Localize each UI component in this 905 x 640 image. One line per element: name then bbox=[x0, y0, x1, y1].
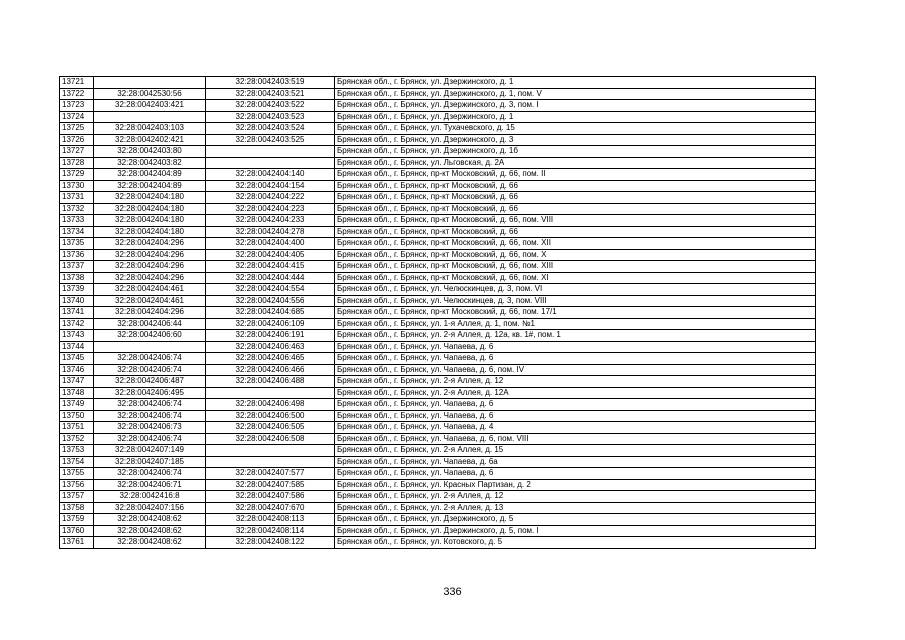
table-row bbox=[60, 238, 816, 250]
parcel-cadastral-number-cell: 32:28:0042404:89 bbox=[94, 169, 206, 181]
object-cadastral-number-cell: 32:28:0042404:154 bbox=[206, 180, 335, 192]
object-cadastral-number-cell: 32:28:0042404:554 bbox=[206, 284, 335, 296]
address-cell: Брянская обл., г. Брянск, ул. 2-я Аллея, д. 12 bbox=[335, 491, 816, 503]
parcel-cadastral-number-cell: 32:28:0042404:180 bbox=[94, 192, 206, 204]
row-number-cell: 13724 bbox=[60, 111, 94, 123]
object-cadastral-number-cell: 32:28:0042404:140 bbox=[206, 169, 335, 181]
row-number-cell: 13744 bbox=[60, 341, 94, 353]
parcel-cadastral-number-cell: 32:28:0042408:62 bbox=[94, 537, 206, 549]
parcel-cadastral-number-cell: 32:28:0042406:71 bbox=[94, 479, 206, 491]
table-row bbox=[60, 261, 816, 273]
parcel-cadastral-number-cell: 32:28:0042406:60 bbox=[94, 330, 206, 342]
table-row bbox=[60, 123, 816, 135]
table-row bbox=[60, 330, 816, 342]
address-cell: Брянская обл., г. Брянск, ул. Чапаева, д. 6 bbox=[335, 399, 816, 411]
table-row bbox=[60, 284, 816, 296]
table-row bbox=[60, 502, 816, 514]
row-number-cell: 13746 bbox=[60, 364, 94, 376]
row-number-cell: 13748 bbox=[60, 387, 94, 399]
row-number-cell: 13756 bbox=[60, 479, 94, 491]
table-row bbox=[60, 399, 816, 411]
parcel-cadastral-number-cell: 32:28:0042404:296 bbox=[94, 307, 206, 319]
address-cell: Брянская обл., г. Брянск, ул. Дзержинского, д. 1б bbox=[335, 146, 816, 158]
address-cell: Брянская обл., г. Брянск, ул. Чапаева, д. 6, пом. IV bbox=[335, 364, 816, 376]
table-row bbox=[60, 295, 816, 307]
address-cell: Брянская обл., г. Брянск, пр-кт Московский, д. 66, пом. II bbox=[335, 169, 816, 181]
address-cell: Брянская обл., г. Брянск, пр-кт Московский, д. 66, пом. VIII bbox=[335, 215, 816, 227]
register-table-body bbox=[60, 77, 816, 549]
table-row bbox=[60, 387, 816, 399]
object-cadastral-number-cell: 32:28:0042404:444 bbox=[206, 272, 335, 284]
row-number-cell: 13732 bbox=[60, 203, 94, 215]
address-cell: Брянская обл., г. Брянск, ул. Котовского, д. 5 bbox=[335, 537, 816, 549]
object-cadastral-number-cell: 32:28:0042406:465 bbox=[206, 353, 335, 365]
address-cell: Брянская обл., г. Брянск, ул. 2-я Аллея, д. 12 bbox=[335, 376, 816, 388]
parcel-cadastral-number-cell: 32:28:0042404:296 bbox=[94, 261, 206, 273]
address-cell: Брянская обл., г. Брянск, ул. Льговская, д. 2А bbox=[335, 157, 816, 169]
object-cadastral-number-cell: 32:28:0042406:463 bbox=[206, 341, 335, 353]
address-cell: Брянская обл., г. Брянск, пр-кт Московский, д. 66, пом. 17/1 bbox=[335, 307, 816, 319]
table-row bbox=[60, 514, 816, 526]
address-cell: Брянская обл., г. Брянск, ул. Чапаева, д. 6 bbox=[335, 410, 816, 422]
address-cell: Брянская обл., г. Брянск, ул. Чапаева, д. 6 bbox=[335, 353, 816, 365]
address-cell: Брянская обл., г. Брянск, ул. Тухачевского, д. 15 bbox=[335, 123, 816, 135]
property-register-table bbox=[59, 76, 816, 549]
table-row bbox=[60, 341, 816, 353]
table-row bbox=[60, 88, 816, 100]
parcel-cadastral-number-cell: 32:28:0042404:180 bbox=[94, 226, 206, 238]
parcel-cadastral-number-cell: 32:28:0042404:296 bbox=[94, 249, 206, 261]
row-number-cell: 13730 bbox=[60, 180, 94, 192]
object-cadastral-number-cell: 32:28:0042404:222 bbox=[206, 192, 335, 204]
address-cell: Брянская обл., г. Брянск, ул. 2-я Аллея, д. 13 bbox=[335, 502, 816, 514]
parcel-cadastral-number-cell: 32:28:0042404:180 bbox=[94, 215, 206, 227]
row-number-cell: 13728 bbox=[60, 157, 94, 169]
object-cadastral-number-cell: 32:28:0042404:405 bbox=[206, 249, 335, 261]
object-cadastral-number-cell: 32:28:0042407:577 bbox=[206, 468, 335, 480]
table-row bbox=[60, 456, 816, 468]
parcel-cadastral-number-cell: 32:28:0042408:62 bbox=[94, 525, 206, 537]
object-cadastral-number-cell: 32:28:0042406:488 bbox=[206, 376, 335, 388]
table-row bbox=[60, 433, 816, 445]
row-number-cell: 13723 bbox=[60, 100, 94, 112]
table-row bbox=[60, 77, 816, 89]
object-cadastral-number-cell: 32:28:0042403:521 bbox=[206, 88, 335, 100]
address-cell: Брянская обл., г. Брянск, пр-кт Московский, д. 66, пом. XI bbox=[335, 272, 816, 284]
object-cadastral-number-cell: 32:28:0042408:114 bbox=[206, 525, 335, 537]
object-cadastral-number-cell: 32:28:0042404:223 bbox=[206, 203, 335, 215]
address-cell: Брянская обл., г. Брянск, пр-кт Московский, д. 66 bbox=[335, 203, 816, 215]
address-cell: Брянская обл., г. Брянск, пр-кт Московский, д. 66 bbox=[335, 192, 816, 204]
table-row bbox=[60, 410, 816, 422]
table-row bbox=[60, 353, 816, 365]
table-row bbox=[60, 134, 816, 146]
object-cadastral-number-cell: 32:28:0042407:586 bbox=[206, 491, 335, 503]
address-cell: Брянская обл., г. Брянск, ул. Чапаева, д. 6, пом. VIII bbox=[335, 433, 816, 445]
parcel-cadastral-number-cell bbox=[94, 111, 206, 123]
address-cell: Брянская обл., г. Брянск, ул. Красных Партизан, д. 2 bbox=[335, 479, 816, 491]
object-cadastral-number-cell: 32:28:0042403:524 bbox=[206, 123, 335, 135]
row-number-cell: 13755 bbox=[60, 468, 94, 480]
address-cell: Брянская обл., г. Брянск, ул. Дзержинского, д. 1 bbox=[335, 111, 816, 123]
address-cell: Брянская обл., г. Брянск, пр-кт Московский, д. 66, пом. X bbox=[335, 249, 816, 261]
table-row bbox=[60, 192, 816, 204]
address-cell: Брянская обл., г. Брянск, ул. 2-я Аллея, д. 15 bbox=[335, 445, 816, 457]
table-row bbox=[60, 537, 816, 549]
object-cadastral-number-cell: 32:28:0042404:233 bbox=[206, 215, 335, 227]
object-cadastral-number-cell: 32:28:0042403:522 bbox=[206, 100, 335, 112]
parcel-cadastral-number-cell: 32:28:0042404:296 bbox=[94, 238, 206, 250]
row-number-cell: 13752 bbox=[60, 433, 94, 445]
object-cadastral-number-cell: 32:28:0042406:466 bbox=[206, 364, 335, 376]
address-cell: Брянская обл., г. Брянск, ул. Чапаева, д. 6а bbox=[335, 456, 816, 468]
object-cadastral-number-cell: 32:28:0042407:585 bbox=[206, 479, 335, 491]
row-number-cell: 13747 bbox=[60, 376, 94, 388]
table-row bbox=[60, 100, 816, 112]
row-number-cell: 13733 bbox=[60, 215, 94, 227]
object-cadastral-number-cell bbox=[206, 445, 335, 457]
address-cell: Брянская обл., г. Брянск, ул. Челюскинцев, д. 3, пом. VI bbox=[335, 284, 816, 296]
table-row bbox=[60, 249, 816, 261]
table-row bbox=[60, 422, 816, 434]
row-number-cell: 13740 bbox=[60, 295, 94, 307]
object-cadastral-number-cell bbox=[206, 387, 335, 399]
object-cadastral-number-cell: 32:28:0042406:191 bbox=[206, 330, 335, 342]
object-cadastral-number-cell: 32:28:0042408:113 bbox=[206, 514, 335, 526]
row-number-cell: 13727 bbox=[60, 146, 94, 158]
object-cadastral-number-cell: 32:28:0042406:498 bbox=[206, 399, 335, 411]
object-cadastral-number-cell bbox=[206, 146, 335, 158]
object-cadastral-number-cell: 32:28:0042404:556 bbox=[206, 295, 335, 307]
row-number-cell: 13758 bbox=[60, 502, 94, 514]
address-cell: Брянская обл., г. Брянск, ул. Дзержинского, д. 5 bbox=[335, 514, 816, 526]
row-number-cell: 13729 bbox=[60, 169, 94, 181]
row-number-cell: 13743 bbox=[60, 330, 94, 342]
parcel-cadastral-number-cell: 32:28:0042402:421 bbox=[94, 134, 206, 146]
object-cadastral-number-cell: 32:28:0042404:278 bbox=[206, 226, 335, 238]
address-cell: Брянская обл., г. Брянск, пр-кт Московский, д. 66 bbox=[335, 180, 816, 192]
row-number-cell: 13759 bbox=[60, 514, 94, 526]
parcel-cadastral-number-cell bbox=[94, 77, 206, 89]
parcel-cadastral-number-cell: 32:28:0042406:44 bbox=[94, 318, 206, 330]
table-row bbox=[60, 364, 816, 376]
object-cadastral-number-cell: 32:28:0042403:525 bbox=[206, 134, 335, 146]
address-cell: Брянская обл., г. Брянск, ул. Челюскинцев, д. 3, пом. VIII bbox=[335, 295, 816, 307]
row-number-cell: 13754 bbox=[60, 456, 94, 468]
object-cadastral-number-cell: 32:28:0042404:400 bbox=[206, 238, 335, 250]
row-number-cell: 13737 bbox=[60, 261, 94, 273]
object-cadastral-number-cell: 32:28:0042406:109 bbox=[206, 318, 335, 330]
row-number-cell: 13761 bbox=[60, 537, 94, 549]
row-number-cell: 13757 bbox=[60, 491, 94, 503]
object-cadastral-number-cell: 32:28:0042406:500 bbox=[206, 410, 335, 422]
table-row bbox=[60, 146, 816, 158]
address-cell: Брянская обл., г. Брянск, пр-кт Московский, д. 66, пом. XIII bbox=[335, 261, 816, 273]
table-row bbox=[60, 479, 816, 491]
table-row bbox=[60, 491, 816, 503]
parcel-cadastral-number-cell: 32:28:0042406:495 bbox=[94, 387, 206, 399]
address-cell: Брянская обл., г. Брянск, ул. Дзержинского, д. 1, пом. V bbox=[335, 88, 816, 100]
row-number-cell: 13753 bbox=[60, 445, 94, 457]
parcel-cadastral-number-cell: 32:28:0042404:461 bbox=[94, 284, 206, 296]
object-cadastral-number-cell: 32:28:0042406:508 bbox=[206, 433, 335, 445]
row-number-cell: 13745 bbox=[60, 353, 94, 365]
address-cell: Брянская обл., г. Брянск, ул. Дзержинского, д. 5, пом. I bbox=[335, 525, 816, 537]
row-number-cell: 13731 bbox=[60, 192, 94, 204]
address-cell: Брянская обл., г. Брянск, ул. Чапаева, д. 6 bbox=[335, 341, 816, 353]
table-row bbox=[60, 169, 816, 181]
address-cell: Брянская обл., г. Брянск, пр-кт Московский, д. 66 bbox=[335, 226, 816, 238]
table-row bbox=[60, 272, 816, 284]
address-cell: Брянская обл., г. Брянск, ул. Дзержинского, д. 3, пом. I bbox=[335, 100, 816, 112]
table-row bbox=[60, 525, 816, 537]
row-number-cell: 13721 bbox=[60, 77, 94, 89]
row-number-cell: 13741 bbox=[60, 307, 94, 319]
table-row bbox=[60, 226, 816, 238]
row-number-cell: 13722 bbox=[60, 88, 94, 100]
address-cell: Брянская обл., г. Брянск, пр-кт Московский, д. 66, пом. XII bbox=[335, 238, 816, 250]
object-cadastral-number-cell bbox=[206, 157, 335, 169]
page-number: 336 bbox=[443, 586, 462, 598]
row-number-cell: 13726 bbox=[60, 134, 94, 146]
table-row bbox=[60, 157, 816, 169]
parcel-cadastral-number-cell: 32:28:0042403:80 bbox=[94, 146, 206, 158]
address-cell: Брянская обл., г. Брянск, ул. 2-я Аллея, д. 12А bbox=[335, 387, 816, 399]
parcel-cadastral-number-cell: 32:28:0042530:56 bbox=[94, 88, 206, 100]
object-cadastral-number-cell bbox=[206, 456, 335, 468]
table-row bbox=[60, 445, 816, 457]
parcel-cadastral-number-cell: 32:28:0042406:74 bbox=[94, 433, 206, 445]
parcel-cadastral-number-cell: 32:28:0042403:421 bbox=[94, 100, 206, 112]
parcel-cadastral-number-cell: 32:28:0042406:74 bbox=[94, 364, 206, 376]
address-cell: Брянская обл., г. Брянск, ул. 2-я Аллея, д. 12а, кв. 1#, пом. 1 bbox=[335, 330, 816, 342]
row-number-cell: 13742 bbox=[60, 318, 94, 330]
parcel-cadastral-number-cell: 32:28:0042407:185 bbox=[94, 456, 206, 468]
table-row bbox=[60, 215, 816, 227]
table-row bbox=[60, 318, 816, 330]
object-cadastral-number-cell: 32:28:0042404:685 bbox=[206, 307, 335, 319]
table-row bbox=[60, 180, 816, 192]
parcel-cadastral-number-cell: 32:28:0042406:74 bbox=[94, 410, 206, 422]
object-cadastral-number-cell: 32:28:0042404:415 bbox=[206, 261, 335, 273]
parcel-cadastral-number-cell: 32:28:0042403:103 bbox=[94, 123, 206, 135]
parcel-cadastral-number-cell: 32:28:0042406:487 bbox=[94, 376, 206, 388]
object-cadastral-number-cell: 32:28:0042407:670 bbox=[206, 502, 335, 514]
row-number-cell: 13738 bbox=[60, 272, 94, 284]
object-cadastral-number-cell: 32:28:0042406:505 bbox=[206, 422, 335, 434]
address-cell: Брянская обл., г. Брянск, ул. Чапаева, д. 4 bbox=[335, 422, 816, 434]
address-cell: Брянская обл., г. Брянск, ул. Дзержинского, д. 1 bbox=[335, 77, 816, 89]
parcel-cadastral-number-cell: 32:28:0042407:156 bbox=[94, 502, 206, 514]
object-cadastral-number-cell: 32:28:0042403:519 bbox=[206, 77, 335, 89]
table-row bbox=[60, 307, 816, 319]
row-number-cell: 13736 bbox=[60, 249, 94, 261]
table-row bbox=[60, 376, 816, 388]
parcel-cadastral-number-cell: 32:28:0042406:74 bbox=[94, 353, 206, 365]
table-row bbox=[60, 468, 816, 480]
row-number-cell: 13751 bbox=[60, 422, 94, 434]
parcel-cadastral-number-cell: 32:28:0042416:8 bbox=[94, 491, 206, 503]
table-row bbox=[60, 111, 816, 123]
row-number-cell: 13749 bbox=[60, 399, 94, 411]
address-cell: Брянская обл., г. Брянск, ул. Дзержинского, д. 3 bbox=[335, 134, 816, 146]
row-number-cell: 13734 bbox=[60, 226, 94, 238]
parcel-cadastral-number-cell: 32:28:0042406:74 bbox=[94, 468, 206, 480]
row-number-cell: 13760 bbox=[60, 525, 94, 537]
parcel-cadastral-number-cell bbox=[94, 341, 206, 353]
table-row bbox=[60, 203, 816, 215]
object-cadastral-number-cell: 32:28:0042403:523 bbox=[206, 111, 335, 123]
parcel-cadastral-number-cell: 32:28:0042403:82 bbox=[94, 157, 206, 169]
parcel-cadastral-number-cell: 32:28:0042407:149 bbox=[94, 445, 206, 457]
row-number-cell: 13725 bbox=[60, 123, 94, 135]
parcel-cadastral-number-cell: 32:28:0042404:89 bbox=[94, 180, 206, 192]
row-number-cell: 13739 bbox=[60, 284, 94, 296]
parcel-cadastral-number-cell: 32:28:0042408:62 bbox=[94, 514, 206, 526]
object-cadastral-number-cell: 32:28:0042408:122 bbox=[206, 537, 335, 549]
row-number-cell: 13750 bbox=[60, 410, 94, 422]
address-cell: Брянская обл., г. Брянск, ул. Чапаева, д. 6 bbox=[335, 468, 816, 480]
parcel-cadastral-number-cell: 32:28:0042404:180 bbox=[94, 203, 206, 215]
parcel-cadastral-number-cell: 32:28:0042404:461 bbox=[94, 295, 206, 307]
address-cell: Брянская обл., г. Брянск, ул. 1-я Аллея, д. 1, пом. №1 bbox=[335, 318, 816, 330]
parcel-cadastral-number-cell: 32:28:0042404:296 bbox=[94, 272, 206, 284]
parcel-cadastral-number-cell: 32:28:0042406:74 bbox=[94, 399, 206, 411]
row-number-cell: 13735 bbox=[60, 238, 94, 250]
parcel-cadastral-number-cell: 32:28:0042406:73 bbox=[94, 422, 206, 434]
